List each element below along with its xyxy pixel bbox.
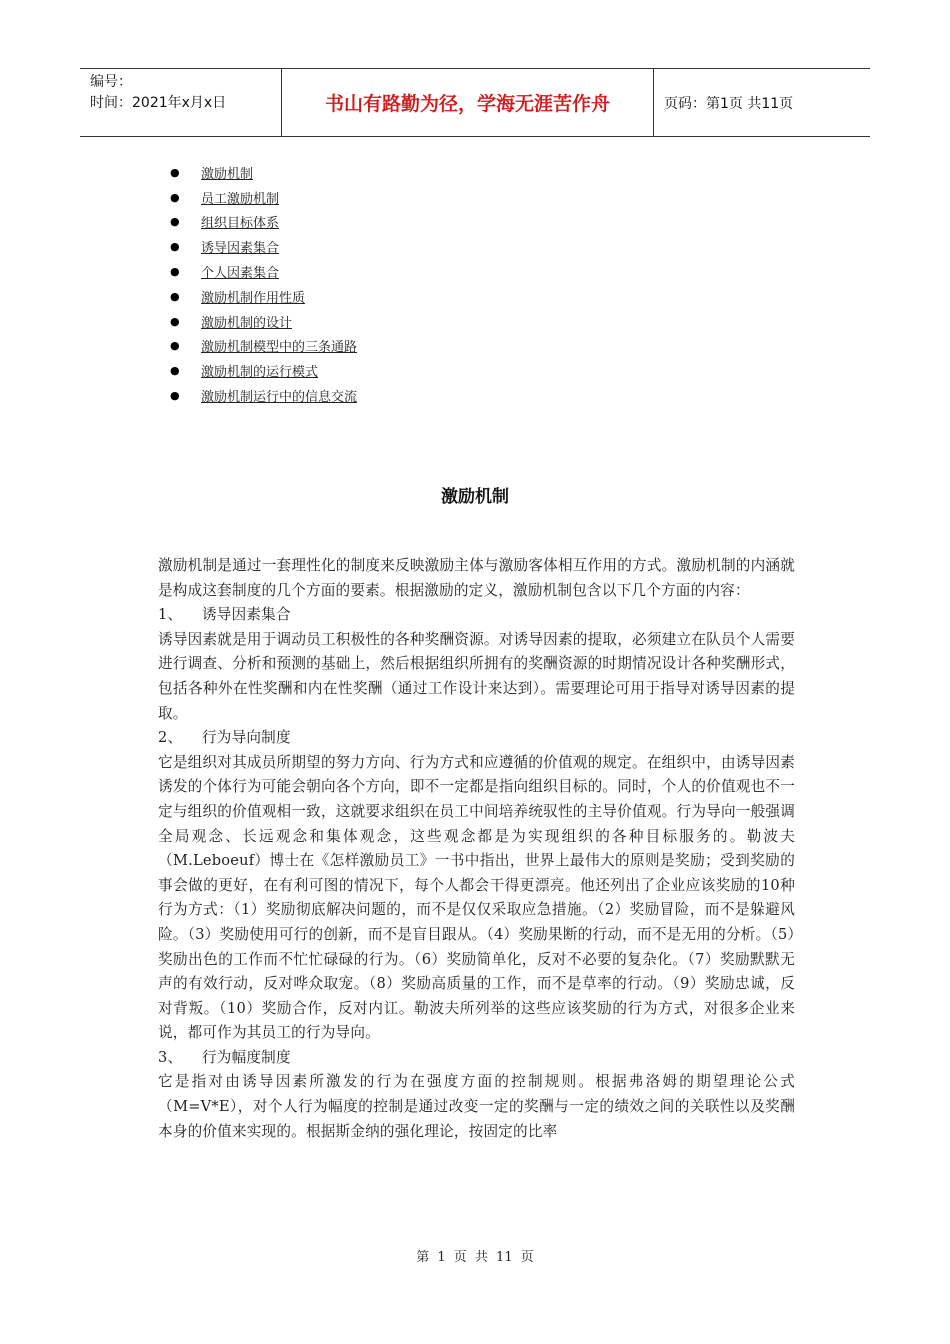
toc-link[interactable]: 激励机制运行中的信息交流 (201, 390, 358, 406)
section-title: 行为导向制度 (202, 729, 291, 747)
toc-item (170, 309, 357, 334)
toc-link[interactable]: 个人因素集合 (201, 266, 280, 282)
header-meta (80, 69, 282, 136)
article-body (158, 554, 795, 1144)
toc-link[interactable]: 员工激励机制 (201, 191, 280, 207)
toc-item (170, 334, 357, 359)
bullet-icon: ● (170, 265, 180, 279)
bullet-icon: ● (170, 190, 180, 204)
toc-link[interactable]: 激励机制的设计 (201, 315, 293, 331)
header-page-info: 页码：第1页 共11页 (664, 95, 794, 112)
bullet-icon: ● (170, 289, 180, 303)
bullet-icon: ● (170, 389, 180, 403)
bullet-icon: ● (170, 314, 180, 328)
header-motto: 书山有路勤为径，学海无涯苦作舟 (282, 69, 654, 136)
section-paragraph: 诱导因素就是用于调动员工积极性的各种奖酬资源。对诱导因素的提取，必须建立在队员个人需要进行调查、分析和预测的基础上，然后根据组织所拥有的奖酬资源的时期情况设计各种奖酬形式，包括各种外在性奖酬和内在性奖酬（通过工作设计来达到）。需要理论可用于指导对诱导因素的提取。 (158, 630, 795, 722)
toc-link[interactable]: 激励机制 (201, 166, 254, 182)
section-number: 1、 (158, 606, 183, 624)
toc-item (170, 185, 357, 210)
section-heading (158, 726, 795, 751)
toc-item (170, 160, 357, 185)
page-header (80, 68, 870, 137)
toc-item (170, 234, 357, 259)
bullet-icon: ● (170, 165, 180, 179)
section-heading (158, 603, 795, 628)
toc-item (170, 259, 357, 284)
section-number: 2、 (158, 729, 183, 747)
page-footer: 第 1 页 共 11 页 (416, 1250, 534, 1265)
toc-link[interactable]: 激励机制的运行模式 (201, 365, 319, 381)
header-number-label: 编号： (90, 74, 132, 90)
page-title: 激励机制 (441, 487, 509, 507)
bullet-icon: ● (170, 364, 180, 378)
toc-link[interactable]: 诱导因素集合 (201, 241, 280, 257)
section-title: 诱导因素集合 (202, 606, 291, 624)
table-of-contents (170, 160, 357, 408)
toc-link[interactable]: 激励机制模型中的三条通路 (201, 340, 358, 356)
toc-link[interactable]: 组织目标体系 (201, 216, 280, 232)
toc-link[interactable]: 激励机制作用性质 (201, 290, 306, 306)
intro-paragraph: 激励机制是通过一套理性化的制度来反映激励主体与激励客体相互作用的方式。激励机制的内涵就是构成这套制度的几个方面的要素。根据激励的定义，激励机制包含以下几个方面的内容： (158, 557, 795, 599)
section-paragraph: 它是指对由诱导因素所激发的行为在强度方面的控制规则。根据弗洛姆的期望理论公式（M=V*E），对个人行为幅度的控制是通过改变一定的奖酬与一定的绩效之间的关联性以及奖酬本身的价值来实现的。根据斯金纳的强化理论，按固定的比率 (158, 1073, 795, 1140)
bullet-icon: ● (170, 339, 180, 353)
bullet-icon: ● (170, 240, 180, 254)
bullet-icon: ● (170, 215, 180, 229)
toc-item (170, 383, 357, 408)
section-paragraph: 它是组织对其成员所期望的努力方向、行为方式和应遵循的价值观的规定。在组织中，由诱导因素诱发的个体行为可能会朝向各个方向，即不一定都是指向组织目标的。同时，个人的价值观也不一定与组织的价值观相一致，这就要求组织在员工中间培养统驭性的主导价值观。行为导向一般强调全局观念、长远观念和集体观念，这些观念都是为实现组织的各种目标服务的。勒波夫（M.Leboeuf）博士在《怎样激励员工》一书中指出，世界上最伟大的原则是奖励；受到奖励的事会做的更好，在有利可图的情况下，每个人都会干得更漂亮。他还列出了企业应该奖励的10种行为方式：（1）奖励彻底解决问题的，而不是仅仅采取应急措施。（2）奖励冒险，而不是躲避风险。（3）奖励使用可行的创新，而不是盲目跟从。（4）奖励果断的行动，而不是无用的分析。（5）奖励出色的工作而不忙忙碌碌的行为。（6）奖励简单化，反对不必要的复杂化。（7）奖励默默无声的有效行动，反对哗众取宠。（8）奖励高质量的工作，而不是草率的行动。（9）奖励忠诚，反对背叛。（10）奖励合作，反对内讧。勒波夫所列举的这些应该奖励的行为方式，对很多企业来说，都可作为其员工的行为导向。 (158, 753, 795, 1042)
section-title: 行为幅度制度 (202, 1048, 291, 1066)
section-heading (158, 1046, 795, 1071)
section-number: 3、 (158, 1048, 183, 1066)
toc-item (170, 210, 357, 235)
toc-item (170, 358, 357, 383)
header-date-label: 时间：2021年x月x日 (90, 95, 227, 111)
toc-item (170, 284, 357, 309)
